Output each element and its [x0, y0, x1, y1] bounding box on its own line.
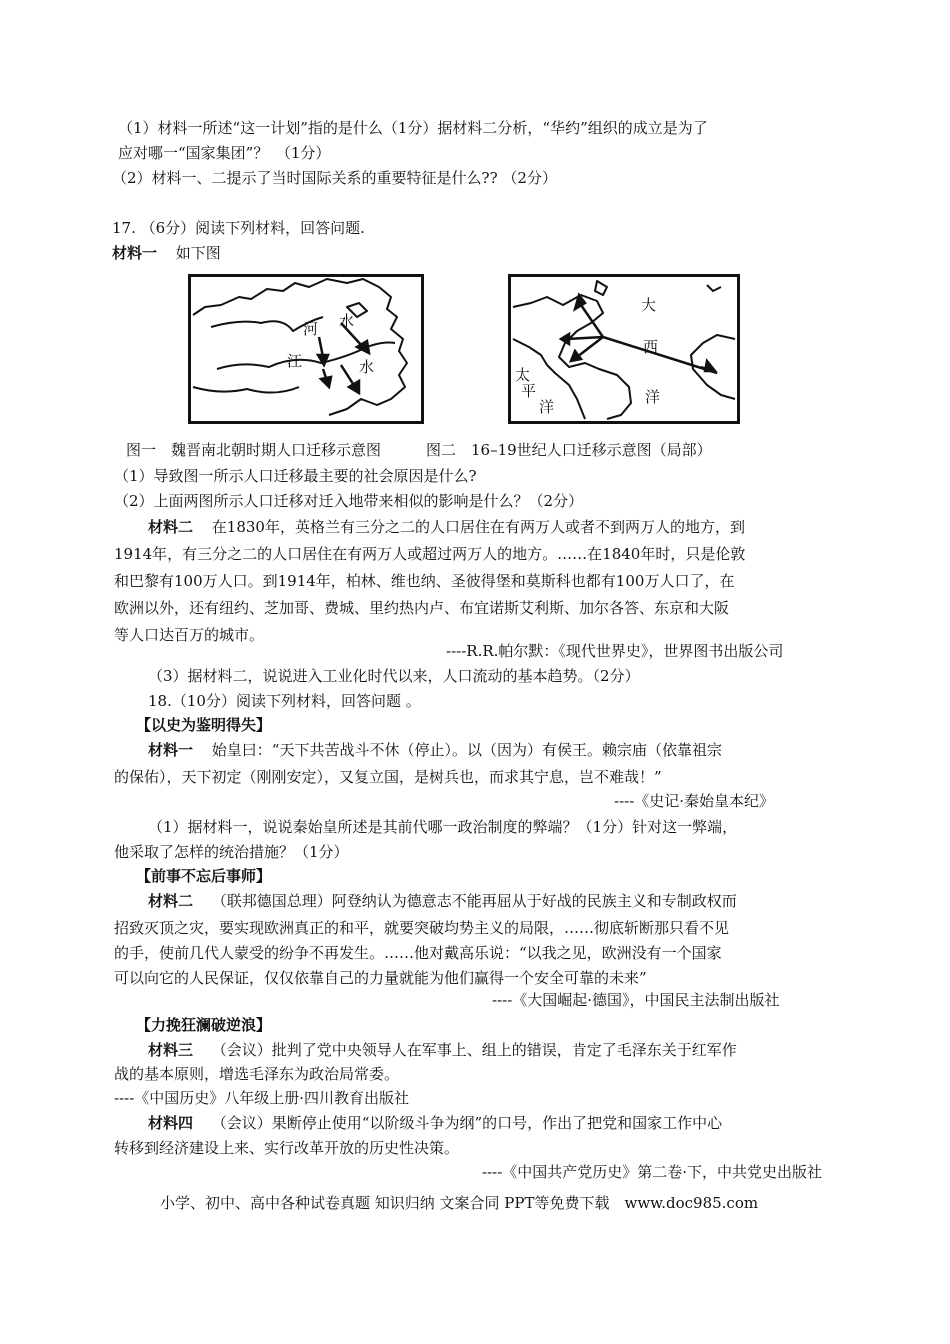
map-captions: 图一 魏晋南北朝时期人口迁移示意图 图二 16–19世纪人口迁移示意图（局部）: [126, 441, 712, 459]
map-2-label-yang-2: 洋: [539, 398, 555, 416]
material-text: （联邦德国总理）阿登纳认为德意志不能再屈从于好战的民族主义和专制政权而: [211, 892, 737, 910]
q18-material-1-line2: 的保佑），天下初定（刚刚安定），又复立国，是树兵也，而求其宁息，岂不难哉！”: [114, 768, 662, 786]
q18-material-2-line3: 的手，使前几代人蒙受的纷争不再发生。……他对戴高乐说：“以我之见，欧洲没有一个国家: [114, 944, 722, 962]
q17-material-2-line5: 等人口达百万的城市。: [114, 626, 265, 644]
q17-material-2-line3: 和巴黎有100万人口。到1914年，柏林、维也纳、圣彼得堡和莫斯科也都有100万人口了，在: [114, 572, 735, 590]
q17-material-1: [112, 243, 221, 263]
q18-question-1-line2: 他采取了怎样的统治措施？（1分）: [114, 843, 349, 861]
q18-material-3-line2: 战的基本原则，增选毛泽东为政治局常委。: [114, 1065, 400, 1083]
material-text: 如下图: [175, 244, 221, 262]
material-label: 材料二: [148, 892, 194, 910]
q16-question-2: （2）材料一、二提示了当时国际关系的重要特征是什么?? （2分）: [112, 169, 557, 187]
material-label: 材料四: [148, 1114, 194, 1132]
q18-material-1-source: ----《史记·秦始皇本纪》: [614, 792, 775, 810]
q17-material-2-line4: 欧洲以外，还有纽约、芝加哥、费城、里约热内卢、布宜诺斯艾利斯、加尔各答、东京和大阪: [114, 599, 730, 617]
map-figure-2: [508, 274, 740, 424]
q17-question-1: （1）导致图一所示人口迁移最主要的社会原因是什么?: [114, 467, 477, 485]
q18-material-2-source: ----《大国崛起·德国》，中国民主法制出版社: [492, 991, 780, 1009]
map-1-drawing: [191, 277, 421, 421]
material-label: 材料三: [148, 1041, 194, 1059]
map-2-label-tai: 太: [515, 366, 531, 384]
map-2-label-xi: 西: [643, 338, 659, 356]
q18-material-2-line2: 招致灭顶之灾，要实现欧洲真正的和平，就要突破均势主义的局限，……彻底斩断那只看不见: [114, 919, 730, 937]
material-label: 材料一: [148, 741, 194, 759]
q18-material-4-source: ----《中国共产党历史》第二卷·下，中共党史出版社: [482, 1163, 823, 1181]
map-2-label-da: 大: [641, 296, 657, 314]
q16-question-1-line2: 应对哪一“国家集团”？ （1分）: [118, 144, 331, 162]
q18-material-4-line2: 转移到经济建设上来、实行改革开放的历史性决策。: [114, 1139, 460, 1157]
q17-material-2-line1: [148, 517, 745, 537]
material-label: 材料二: [148, 518, 194, 536]
section-heading-1: 【以史为鉴明得失】: [136, 716, 272, 734]
q18-material-3-line1: [148, 1040, 737, 1060]
map-1-label-he: 河: [303, 320, 319, 338]
q18-question-1-line1: （1）据材料一，说说秦始皇所述是其前代哪一政治制度的弊端？（1分）针对这一弊端，: [148, 818, 738, 836]
q17-material-2-source: ----R.R.帕尔默：《现代世界史》，世界图书出版公司: [446, 642, 784, 660]
material-text: 始皇曰：“天下共苦战斗不休（停止）。以（因为）有侯王。赖宗庙（依靠祖宗: [211, 741, 722, 759]
q17-material-2-line2: 1914年，有三分之二的人口居住在有两万人或超过两万人的地方。……在1840年时，只是伦敦: [114, 545, 746, 563]
material-text: 在1830年，英格兰有三分之二的人口居住在有两万人或者不到两万人的地方，到: [211, 518, 745, 536]
q16-question-1-line1: （1）材料一所述“这一计划”指的是什么（1分）据材料二分析，“华约”组织的成立是为了: [118, 119, 708, 137]
section-heading-3: 【力挽狂澜破逆浪】: [136, 1016, 272, 1034]
map-figure-1: [188, 274, 424, 424]
q18-material-1-line1: [148, 740, 722, 760]
map-1-label-shui-2: 水: [359, 358, 375, 376]
map-1-label-shui-1: 水: [339, 312, 355, 330]
q18-material-2-line1: [148, 891, 737, 911]
q18-material-2-line4: 可以向它的人民保证，仅仅依靠自己的力量就能为他们赢得一个安全可靠的未来”: [114, 969, 647, 987]
q17-heading: 17. （6分）阅读下列材料，回答问题.: [112, 219, 365, 237]
map-2-label-ping: 平: [521, 382, 537, 400]
map-2-label-yang-1: 洋: [645, 388, 661, 406]
q18-material-3-source: ----《中国历史》八年级上册·四川教育出版社: [114, 1089, 410, 1107]
footer-text: 小学、初中、高中各种试卷真题 知识归纳 文案合同 PPT等免费下载 www.doc985.com: [160, 1194, 759, 1212]
q17-question-3: （3）据材料二，说说进入工业化时代以来，人口流动的基本趋势。（2分）: [148, 667, 640, 685]
material-text: （会议）批判了党中央领导人在军事上、组上的错误，肯定了毛泽东关于红军作: [211, 1041, 737, 1059]
q17-question-2: （2）上面两图所示人口迁移对迁入地带来相似的影响是什么？（2分）: [114, 492, 584, 510]
q18-material-4-line1: [148, 1113, 722, 1133]
section-heading-2: 【前事不忘后事师】: [136, 867, 272, 885]
map-1-label-jiang: 江: [287, 352, 303, 370]
material-text: （会议）果断停止使用“以阶级斗争为纲”的口号，作出了把党和国家工作中心: [211, 1114, 723, 1132]
q18-heading: 18.（10分）阅读下列材料，回答问题 。: [148, 692, 421, 710]
material-label: 材料一: [112, 244, 158, 262]
